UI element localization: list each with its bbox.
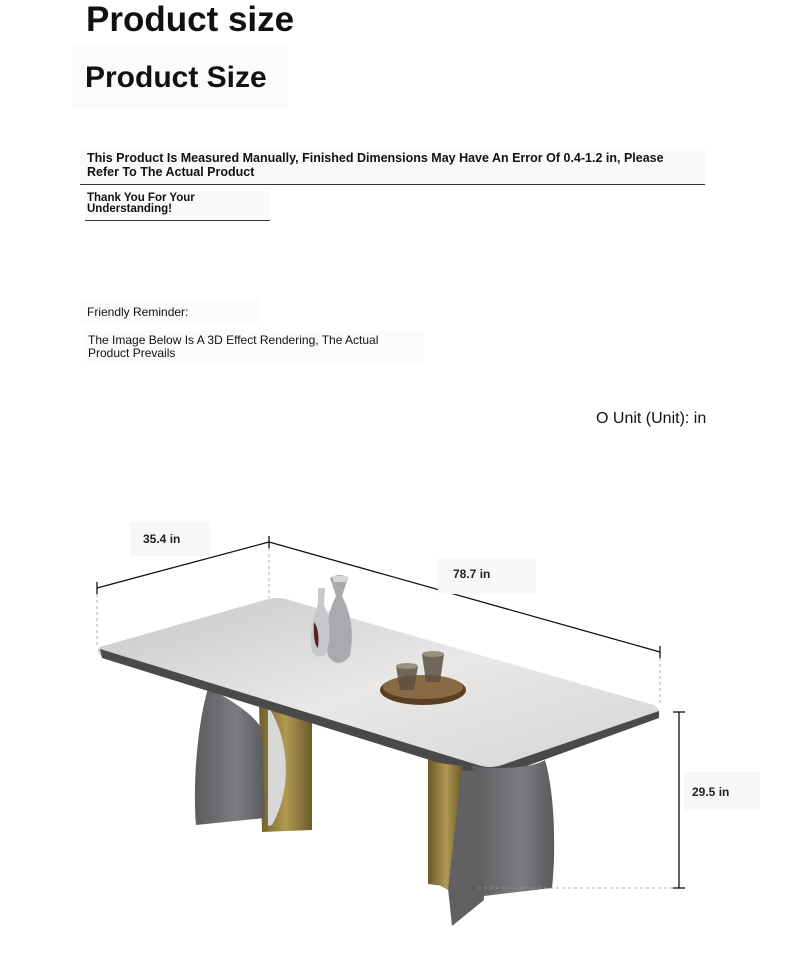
front-right-leg	[430, 760, 554, 926]
length-dimension-label: 78.7 in	[453, 567, 491, 581]
unit-label: O Unit (Unit): in	[596, 410, 707, 427]
measurement-note: This Product Is Measured Manually, Finished Dimensions May Have An Error Of 0.4-1.2 in, Please Refer To The Actual Product	[87, 151, 664, 179]
height-dimension-label: 29.5 in	[692, 785, 730, 799]
section-heading: Product Size	[85, 61, 267, 94]
depth-dimension-label: 35.4 in	[143, 532, 181, 546]
reminder-label: Friendly Reminder:	[87, 305, 189, 319]
thanks-note: Thank You For Your Understanding!	[87, 192, 195, 215]
render-note: The Image Below Is A 3D Effect Rendering, The Actual Product Prevails	[88, 333, 379, 360]
tabletop	[98, 598, 660, 777]
page-title: Product size	[86, 0, 295, 39]
